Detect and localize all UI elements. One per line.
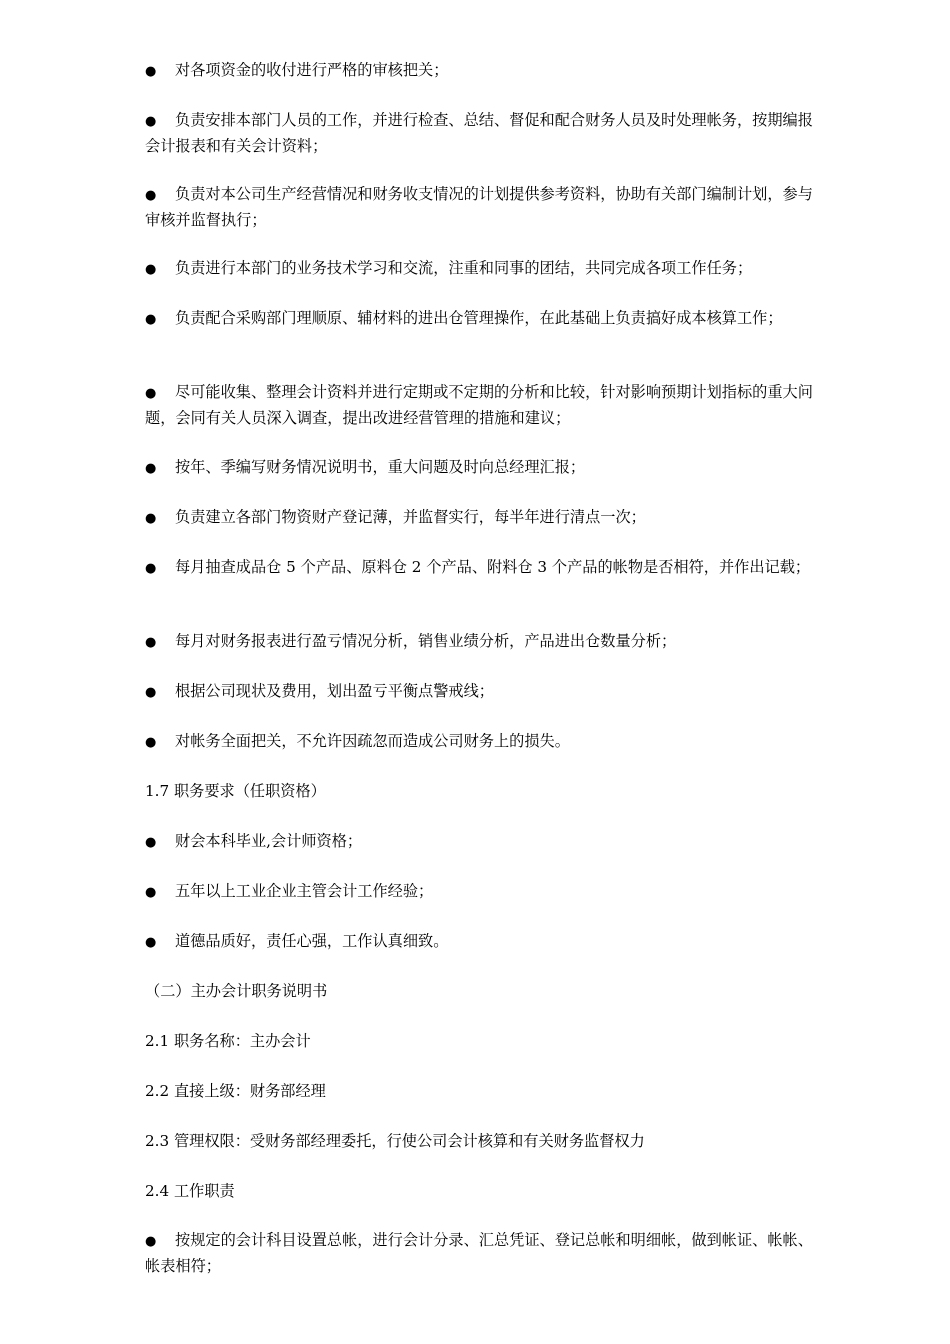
bullet-icon: ● xyxy=(145,262,157,277)
section-heading: 2.4 工作职责 xyxy=(145,1182,235,1200)
field-line: 2.3 管理权限：受财务部经理委托，行使公司会计核算和有关财务监督权力 xyxy=(145,1132,645,1150)
list-item-text: 道德品质好，责任心强，工作认真细致。 xyxy=(175,932,449,950)
list-item xyxy=(145,1228,815,1279)
bullet-icon: ● xyxy=(145,188,157,203)
list-item-text: 负责建立各部门物资财产登记薄，并监督实行，每半年进行清点一次； xyxy=(175,508,646,526)
list-item-text: 根据公司现状及费用，划出盈亏平衡点警戒线； xyxy=(175,682,494,700)
list-item-text: 对帐务全面把关，不允许因疏忽而造成公司财务上的损失。 xyxy=(175,732,570,750)
bullet-icon: ● xyxy=(145,835,157,850)
list-item xyxy=(145,306,815,332)
bullet-icon: ● xyxy=(145,312,157,327)
list-item xyxy=(145,555,815,581)
bullet-icon: ● xyxy=(145,735,157,750)
field-line: 2.2 直接上级：财务部经理 xyxy=(145,1082,326,1100)
list-item xyxy=(145,729,815,755)
list-item-text: 负责进行本部门的业务技术学习和交流，注重和同事的团结，共同完成各项工作任务； xyxy=(175,259,753,277)
list-item xyxy=(145,58,815,84)
list-item-text: 负责配合采购部门理顺原、辅材料的进出仓管理操作，在此基础上负责搞好成本核算工作； xyxy=(175,309,783,327)
section-heading: 1.7 职务要求（任职资格） xyxy=(145,782,326,800)
list-item xyxy=(145,380,815,431)
list-item-text: 财会本科毕业,会计师资格； xyxy=(175,832,363,850)
list-item xyxy=(145,256,815,282)
bullet-icon: ● xyxy=(145,635,157,650)
list-item-text: 对各项资金的收付进行严格的审核把关； xyxy=(175,61,449,79)
list-item-text: 五年以上工业企业主管会计工作经验； xyxy=(175,882,434,900)
bullet-icon: ● xyxy=(145,461,157,476)
list-item xyxy=(145,108,815,159)
bullet-icon: ● xyxy=(145,511,157,526)
bullet-icon: ● xyxy=(145,64,157,79)
list-item-text: 每月抽查成品仓 5 个产品、原料仓 2 个产品、附料仓 3 个产品的帐物是否相符，并作出记载； xyxy=(175,558,811,576)
bullet-icon: ● xyxy=(145,885,157,900)
list-item xyxy=(145,929,815,955)
bullet-icon: ● xyxy=(145,561,157,576)
list-item xyxy=(145,879,815,905)
field-line: 2.1 职务名称：主办会计 xyxy=(145,1032,311,1050)
list-item xyxy=(145,829,815,855)
list-item-text: 每月对财务报表进行盈亏情况分析，销售业绩分析，产品进出仓数量分析； xyxy=(175,632,677,650)
bullet-icon: ● xyxy=(145,1234,157,1249)
section-heading: （二）主办会计职务说明书 xyxy=(145,982,328,1000)
list-item-text: 负责对本公司生产经营情况和财务收支情况的计划提供参考资料，协助有关部门编制计划，参与审核并监督执行； xyxy=(145,185,813,229)
bullet-icon: ● xyxy=(145,685,157,700)
list-item xyxy=(145,629,815,655)
list-item-text: 尽可能收集、整理会计资料并进行定期或不定期的分析和比较，针对影响预期计划指标的重大问题，会同有关人员深入调查，提出改进经营管理的措施和建议； xyxy=(145,383,813,427)
list-item xyxy=(145,182,815,233)
list-item xyxy=(145,679,815,705)
bullet-icon: ● xyxy=(145,386,157,401)
list-item-text: 按年、季编写财务情况说明书，重大问题及时向总经理汇报； xyxy=(175,458,586,476)
list-item-text: 按规定的会计科目设置总帐，进行会计分录、汇总凭证、登记总帐和明细帐，做到帐证、帐帐、帐表相符； xyxy=(145,1231,813,1275)
list-item xyxy=(145,455,815,481)
bullet-icon: ● xyxy=(145,935,157,950)
bullet-icon: ● xyxy=(145,114,157,129)
list-item xyxy=(145,505,815,531)
list-item-text: 负责安排本部门人员的工作，并进行检查、总结、督促和配合财务人员及时处理帐务，按期编报会计报表和有关会计资料； xyxy=(145,111,813,155)
